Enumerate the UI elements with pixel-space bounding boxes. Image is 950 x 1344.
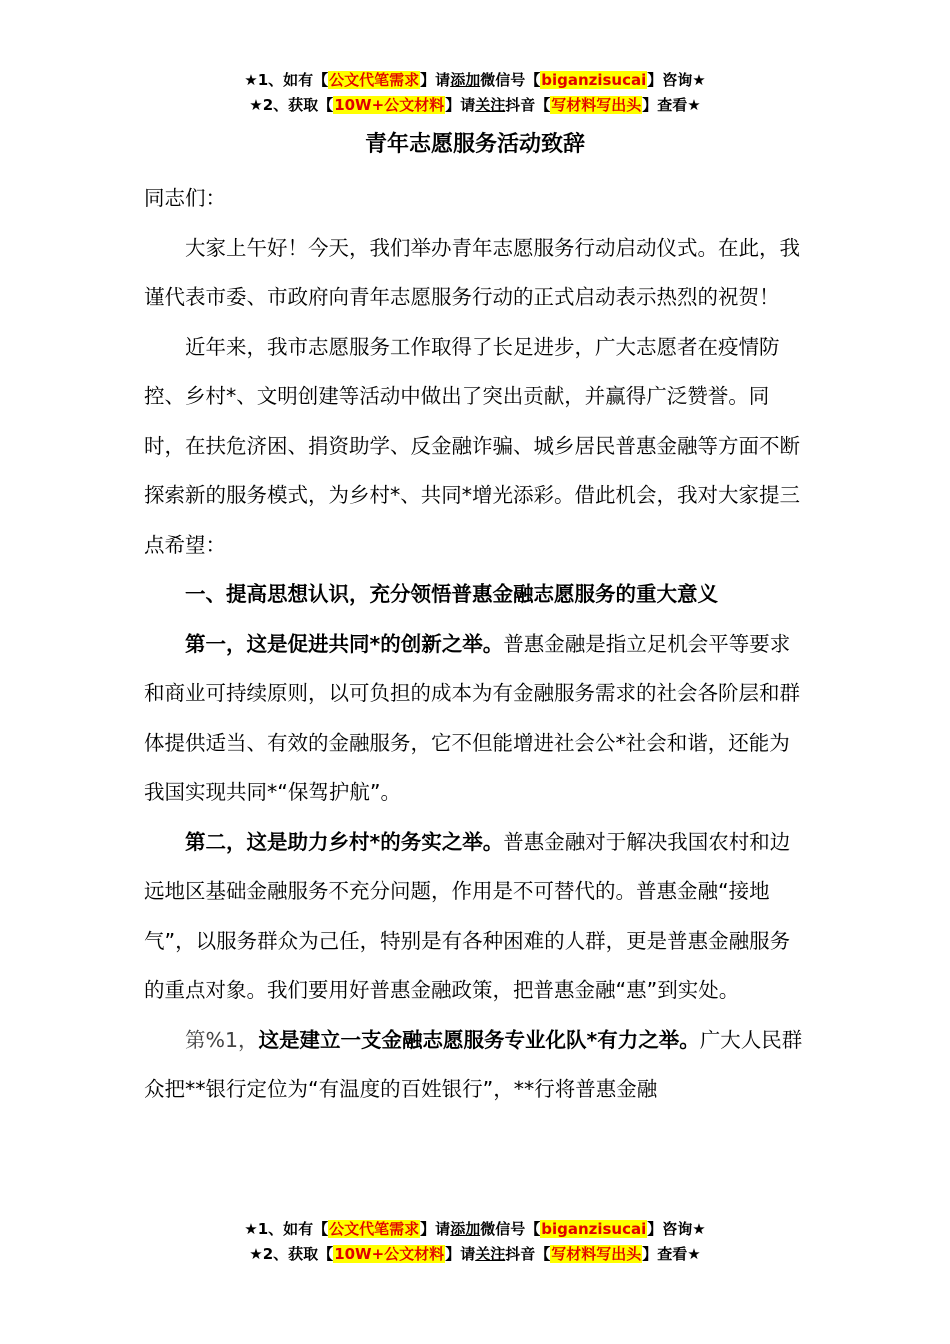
paragraph-progress: 近年来，我市志愿服务工作取得了长足进步，广大志愿者在疫情防控、乡村*、文明创建等活动中做出了突出贡献，并赢得广泛赞誉。同时，在扶危济困、捐资助学、反金融诈骗、城乡居民普惠金融等方面不断探索新的服务模式，为乡村*、共同*增光添彩。借此机会，我对大家提三点希望： <box>144 334 800 557</box>
document-body <box>144 174 809 1115</box>
point-2-lead: 第二，这是助力乡村*的务实之举。 <box>185 829 504 854</box>
document-title: 青年志愿服务活动致辞 <box>364 132 585 157</box>
highlight-douyin: 写材料写出头 <box>551 96 642 114</box>
point-3-prefix: 第%1， <box>185 1027 259 1052</box>
highlight-service: 公文代笔需求 <box>329 71 420 89</box>
paragraph-point-3 <box>144 1016 809 1115</box>
banner-line-2: ★2、获取【10W+公文材料】请关注抖音【写材料写出头】查看★ <box>249 96 701 114</box>
footer-line-2: ★2、获取【10W+公文材料】请关注抖音【写材料写出头】查看★ <box>249 1245 701 1263</box>
paragraph-point-2 <box>144 818 809 1016</box>
footer-banner <box>0 1217 950 1267</box>
highlight-wechat-id: biganzisucai <box>541 1220 647 1238</box>
highlight-wechat-id: biganzisucai <box>541 71 647 89</box>
highlight-douyin: 写材料写出头 <box>551 1245 642 1263</box>
highlight-materials: 10W+公文材料 <box>334 1245 445 1263</box>
paragraph-opening: 大家上午好！今天，我们举办青年志愿服务行动启动仪式。在此，我谨代表市委、市政府向青年志愿服务行动的正式启动表示热烈的祝贺！ <box>144 235 800 309</box>
highlight-service: 公文代笔需求 <box>329 1220 420 1238</box>
section-heading-1: 一、提高思想认识，充分领悟普惠金融志愿服务的重大意义 <box>185 582 718 606</box>
point-3-body: 广大人民群众把**银行定位为“有温度的百姓银行”，**行将普惠金融 <box>144 1027 803 1101</box>
paragraph-point-1 <box>144 620 809 818</box>
point-1-body: 普惠金融是指立足机会平等要求和商业可持续原则，以可负担的成本为有金融服务需求的社会各阶层和群体提供适当、有效的金融服务，它不但能增进社会公*社会和谐，还能为我国实现共同*“保驾护航”。 <box>144 631 800 804</box>
highlight-materials: 10W+公文材料 <box>334 96 445 114</box>
salutation: 同志们： <box>144 186 226 210</box>
header-banner <box>0 68 950 118</box>
point-1-lead: 第一，这是促进共同*的创新之举。 <box>185 631 504 656</box>
point-2-body: 普惠金融对于解决我国农村和边远地区基础金融服务不充分问题，作用是不可替代的。普惠金融“接地气”，以服务群众为己任，特别是有各种困难的人群，更是普惠金融服务的重点对象。我们要用好普惠金融政策，把普惠金融“惠”到实处。 <box>144 829 791 1002</box>
footer-line-1: ★1、如有【公文代笔需求】请添加微信号【biganzisucai】咨询★ <box>244 1220 706 1238</box>
banner-line-1: ★1、如有【公文代笔需求】请添加微信号【biganzisucai】咨询★ <box>244 71 706 89</box>
point-3-lead: 这是建立一支金融志愿服务专业化队*有力之举。 <box>258 1027 700 1052</box>
